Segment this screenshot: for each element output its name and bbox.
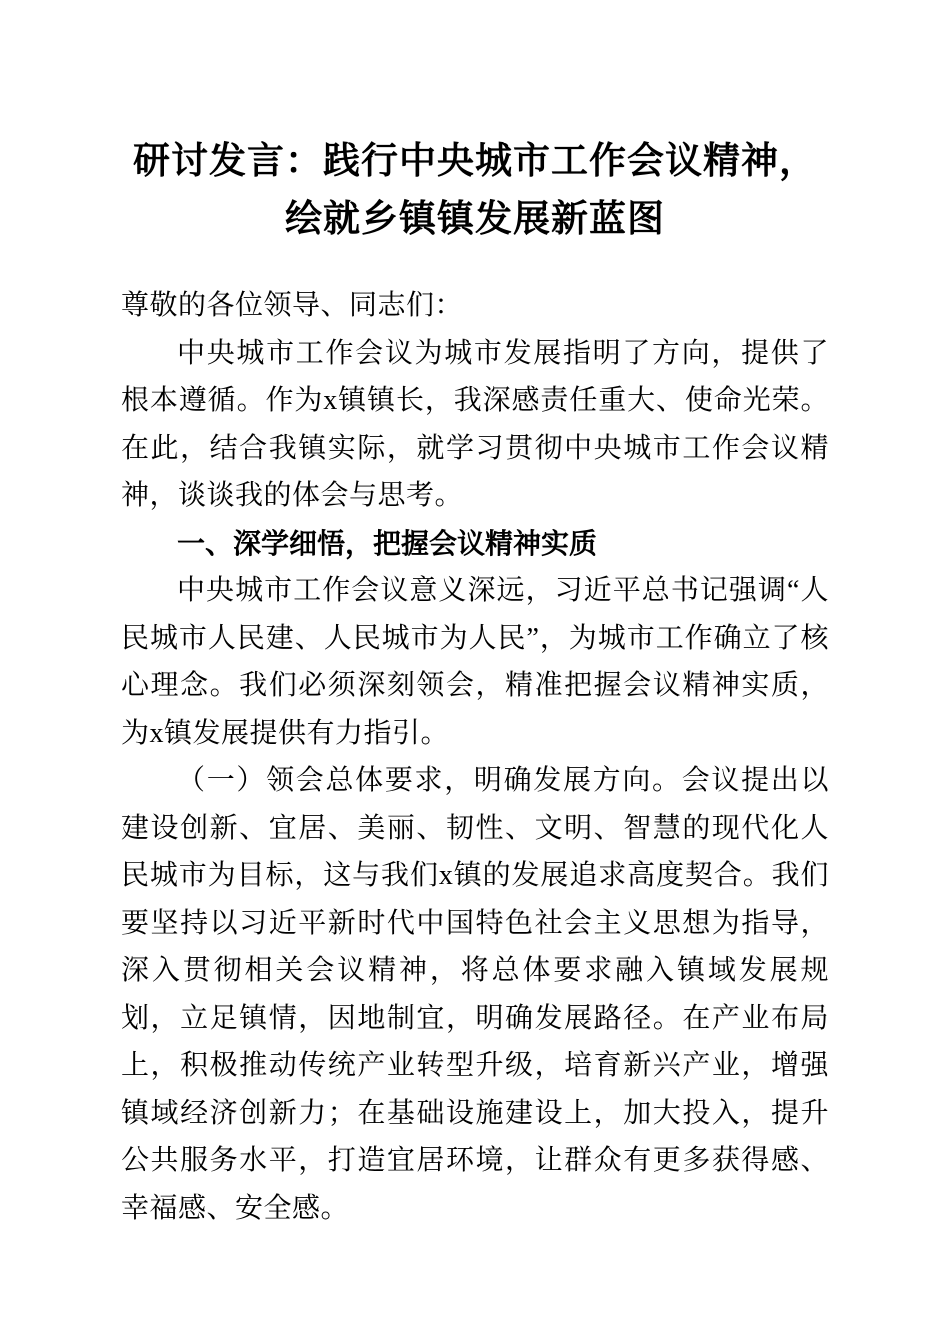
salutation-line: 尊敬的各位领导、同志们： xyxy=(121,290,464,321)
paragraph-subsection-1: （一）领会总体要求，明确发展方向。会议提出以建设创新、宜居、美丽、韧性、文明、智慧的现代化人民城市为目标，这与我们x镇的发展追求高度契合。我们要坚持以习近平新时代中国特色社会主义思想为指导，深入贯彻相关会议精神，将总体要求融入镇域发展规划，立足镇情，因地制宜，明确发展路径。在产业布局上，积极推动传统产业转型升级，培育新兴产业，增强镇域经济创新力；在基础设施建设上，加大投入，提升公共服务水平，打造宜居环境，让群众有更多获得感、幸福感、安全感。 xyxy=(121,765,829,1224)
section-heading-1: 一、深学细悟，把握会议精神实质 xyxy=(177,527,598,559)
paragraph-section-1-intro: 中央城市工作会议意义深远，习近平总书记强调“人民城市人民建、人民城市为人民”，为城市工作确立了核心理念。我们必须深刻领会，精准把握会议精神实质，为x镇发展提供有力指引。 xyxy=(121,575,829,749)
paragraph-intro: 中央城市工作会议为城市发展指明了方向，提供了根本遵循。作为x镇镇长，我深感责任重大、使命光荣。在此，结合我镇实际，就学习贯彻中央城市工作会议精神，谈谈我的体会与思考。 xyxy=(121,337,829,511)
document-title: 研讨发言：践行中央城市工作会议精神，绘就乡镇镇发展新蓝图 xyxy=(133,141,817,240)
